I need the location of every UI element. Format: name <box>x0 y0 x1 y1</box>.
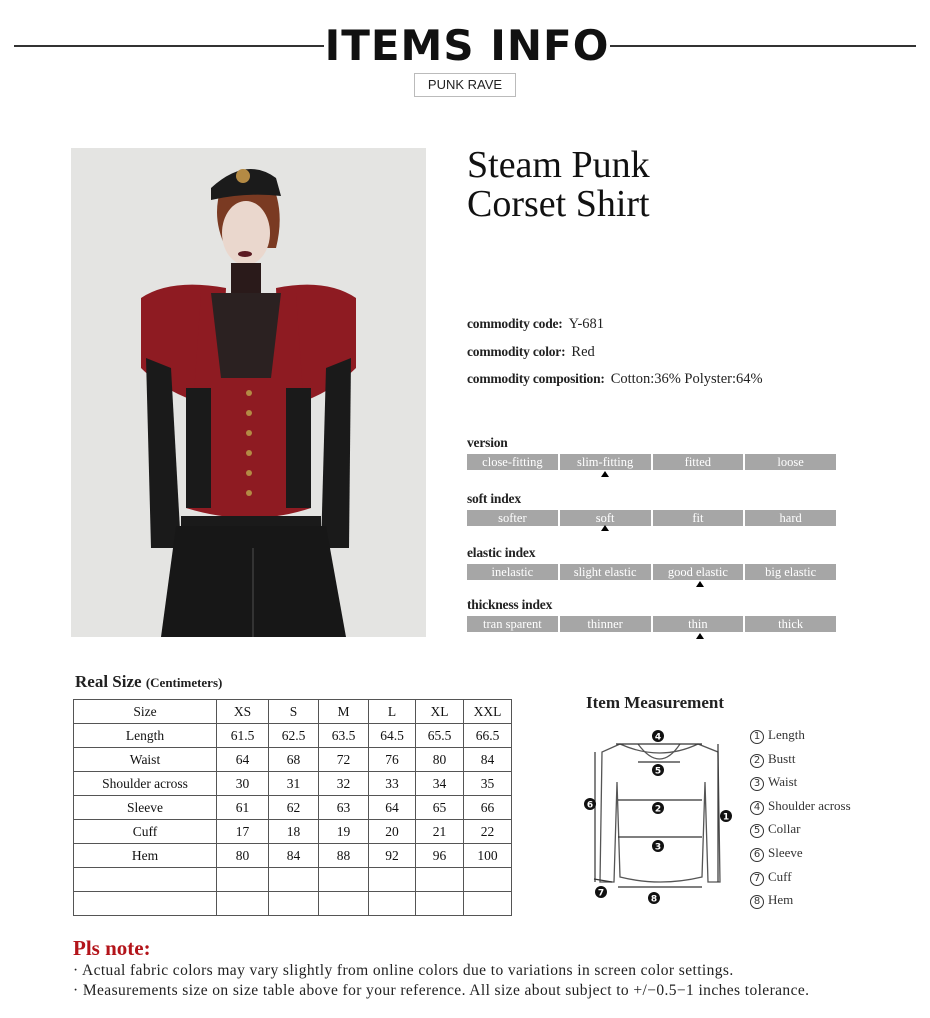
table-cell: 100 <box>464 844 512 868</box>
table-cell: 35 <box>464 772 512 796</box>
version-label: version <box>467 435 508 450</box>
scale-option: slim-fitting <box>560 454 651 470</box>
table-header-row <box>74 700 512 724</box>
legend-label: Hem <box>768 892 794 908</box>
legend-item <box>750 750 851 774</box>
scale-option: thick <box>745 616 836 632</box>
scale-option: tran sparent <box>467 616 558 632</box>
table-row <box>74 844 512 868</box>
table-cell: 63.5 <box>319 724 369 748</box>
scale-option: hard <box>745 510 836 526</box>
diagram-num-shoulder: 4 <box>654 732 662 743</box>
table-cell: 61 <box>217 796 269 820</box>
row-label-cell: Shoulder across <box>74 772 217 796</box>
diagram-num-length: 1 <box>722 812 730 823</box>
spec-value: Y-681 <box>568 316 605 332</box>
page-title: ITEMS INFO <box>324 21 610 70</box>
selected-marker <box>696 633 704 639</box>
table-cell: 65.5 <box>416 724 464 748</box>
scale-option: loose <box>745 454 836 470</box>
table-cell <box>269 868 319 892</box>
table-cell: 31 <box>269 772 319 796</box>
header-divider-left <box>14 45 324 47</box>
note-title: Pls note: <box>73 936 151 960</box>
header-divider-right <box>610 45 916 47</box>
table-cell <box>416 868 464 892</box>
table-cell: 32 <box>319 772 369 796</box>
size-table-title <box>75 672 222 692</box>
table-cell <box>217 892 269 916</box>
scale-option: fitted <box>653 454 744 470</box>
legend-number: 7 <box>750 872 764 886</box>
thickness-index-label: thickness index <box>467 597 553 612</box>
legend-item <box>750 773 851 797</box>
legend-number: 3 <box>750 777 764 791</box>
row-label-cell <box>74 868 217 892</box>
table-cell: 68 <box>269 748 319 772</box>
elastic-index-scale <box>467 564 836 580</box>
row-label-cell: Cuff <box>74 820 217 844</box>
row-label-cell: Waist <box>74 748 217 772</box>
legend-number: 5 <box>750 824 764 838</box>
legend-label: Waist <box>768 774 798 790</box>
table-cell: 17 <box>217 820 269 844</box>
table-cell: 64 <box>217 748 269 772</box>
row-label-cell: Hem <box>74 844 217 868</box>
diagram-num-waist: 3 <box>654 842 662 853</box>
legend-item <box>750 868 851 892</box>
product-title <box>467 146 650 224</box>
measurement-title: Item Measurement <box>586 693 725 712</box>
selected-marker <box>601 471 609 477</box>
table-cell: 92 <box>369 844 416 868</box>
table-cell: 64 <box>369 796 416 820</box>
table-cell: 84 <box>269 844 319 868</box>
table-cell: 62 <box>269 796 319 820</box>
table-cell <box>269 892 319 916</box>
soft-index-label: soft index <box>467 491 521 506</box>
table-cell <box>319 868 369 892</box>
table-cell: 80 <box>217 844 269 868</box>
size-table-title-text: Real Size <box>75 672 142 691</box>
table-cell: S <box>269 700 319 724</box>
table-cell: L <box>369 700 416 724</box>
scale-option: slight elastic <box>560 564 651 580</box>
table-cell: 76 <box>369 748 416 772</box>
note-line: · Measurements size on size table above for your reference. All size about subject to +/−0.5−1 inches tolerance. <box>73 982 810 999</box>
table-cell: XS <box>217 700 269 724</box>
table-cell <box>217 868 269 892</box>
row-label-cell <box>74 892 217 916</box>
diagram-num-sleeve: 6 <box>586 800 594 811</box>
legend-number: 4 <box>750 801 764 815</box>
table-cell <box>369 868 416 892</box>
spec-label: commodity composition: <box>467 371 605 386</box>
scale-option: fit <box>653 510 744 526</box>
table-cell: 20 <box>369 820 416 844</box>
legend-number: 1 <box>750 730 764 744</box>
table-row <box>74 892 512 916</box>
table-cell <box>464 892 512 916</box>
product-title-line1: Steam Punk <box>467 144 650 186</box>
legend-item <box>750 844 851 868</box>
legend-number: 8 <box>750 895 764 909</box>
table-cell: 65 <box>416 796 464 820</box>
diagram-num-cuff: 7 <box>597 888 605 899</box>
legend-label: Shoulder across <box>768 797 851 813</box>
table-cell: 84 <box>464 748 512 772</box>
legend-label: Bustt <box>768 750 796 766</box>
table-row <box>74 772 512 796</box>
size-table-unit: (Centimeters) <box>145 675 223 690</box>
table-cell <box>369 892 416 916</box>
scale-option: thin <box>653 616 744 632</box>
row-label-cell: Size <box>74 700 217 724</box>
scale-option: thinner <box>560 616 651 632</box>
table-cell: 19 <box>319 820 369 844</box>
spec-composition <box>467 371 763 388</box>
scale-option: big elastic <box>745 564 836 580</box>
spec-value: Cotton:36% Polyster:64% <box>610 371 763 387</box>
selected-marker <box>696 581 704 587</box>
spec-label: commodity code: <box>467 316 563 331</box>
row-label-cell: Sleeve <box>74 796 217 820</box>
product-title-line2: Corset Shirt <box>467 183 650 225</box>
table-cell: M <box>319 700 369 724</box>
diagram-num-collar: 5 <box>654 766 662 777</box>
table-row <box>74 748 512 772</box>
table-cell: 34 <box>416 772 464 796</box>
table-cell: XL <box>416 700 464 724</box>
table-cell: 22 <box>464 820 512 844</box>
table-cell: 66 <box>464 796 512 820</box>
table-cell: 66.5 <box>464 724 512 748</box>
table-cell: 21 <box>416 820 464 844</box>
scale-option: good elastic <box>653 564 744 580</box>
legend-label: Cuff <box>768 868 792 884</box>
table-cell: 30 <box>217 772 269 796</box>
table-cell: 18 <box>269 820 319 844</box>
legend-label: Length <box>768 727 805 742</box>
shirt-measurement-diagram <box>580 722 750 912</box>
table-cell: 88 <box>319 844 369 868</box>
table-cell: 33 <box>369 772 416 796</box>
table-cell: 96 <box>416 844 464 868</box>
row-label-cell: Length <box>74 724 217 748</box>
table-cell <box>319 892 369 916</box>
spec-code <box>467 316 604 333</box>
table-row <box>74 796 512 820</box>
soft-index-scale <box>467 510 836 526</box>
table-row <box>74 820 512 844</box>
scale-option: inelastic <box>467 564 558 580</box>
legend-label: Collar <box>768 821 801 837</box>
size-table <box>73 699 512 916</box>
diagram-num-hem: 8 <box>650 894 658 905</box>
table-cell: 63 <box>319 796 369 820</box>
thickness-index-scale <box>467 616 836 632</box>
table-cell: 62.5 <box>269 724 319 748</box>
brand-label[interactable]: PUNK RAVE <box>414 73 516 97</box>
legend-item <box>750 820 851 844</box>
selected-marker <box>601 525 609 531</box>
table-cell: 64.5 <box>369 724 416 748</box>
spec-value: Red <box>571 344 595 360</box>
spec-color <box>467 344 595 361</box>
scale-option: close-fitting <box>467 454 558 470</box>
table-cell <box>464 868 512 892</box>
note-line: · Actual fabric colors may vary slightly from online colors due to variations in screen color settings. <box>73 962 734 979</box>
spec-label: commodity color: <box>467 344 566 359</box>
table-cell: 72 <box>319 748 369 772</box>
elastic-index-label: elastic index <box>467 545 536 560</box>
legend-item <box>750 726 851 750</box>
diagram-num-bust: 2 <box>654 804 662 815</box>
scale-option: softer <box>467 510 558 526</box>
legend-item <box>750 797 851 821</box>
product-photo <box>71 148 426 637</box>
legend-number: 2 <box>750 754 764 768</box>
table-cell: XXL <box>464 700 512 724</box>
table-cell: 61.5 <box>217 724 269 748</box>
scale-option: soft <box>560 510 651 526</box>
legend-number: 6 <box>750 848 764 862</box>
table-row <box>74 868 512 892</box>
table-cell: 80 <box>416 748 464 772</box>
legend-item <box>750 891 851 915</box>
legend-label: Sleeve <box>768 844 803 860</box>
measurement-legend <box>750 726 851 915</box>
table-cell <box>416 892 464 916</box>
table-row <box>74 724 512 748</box>
version-scale <box>467 454 836 470</box>
